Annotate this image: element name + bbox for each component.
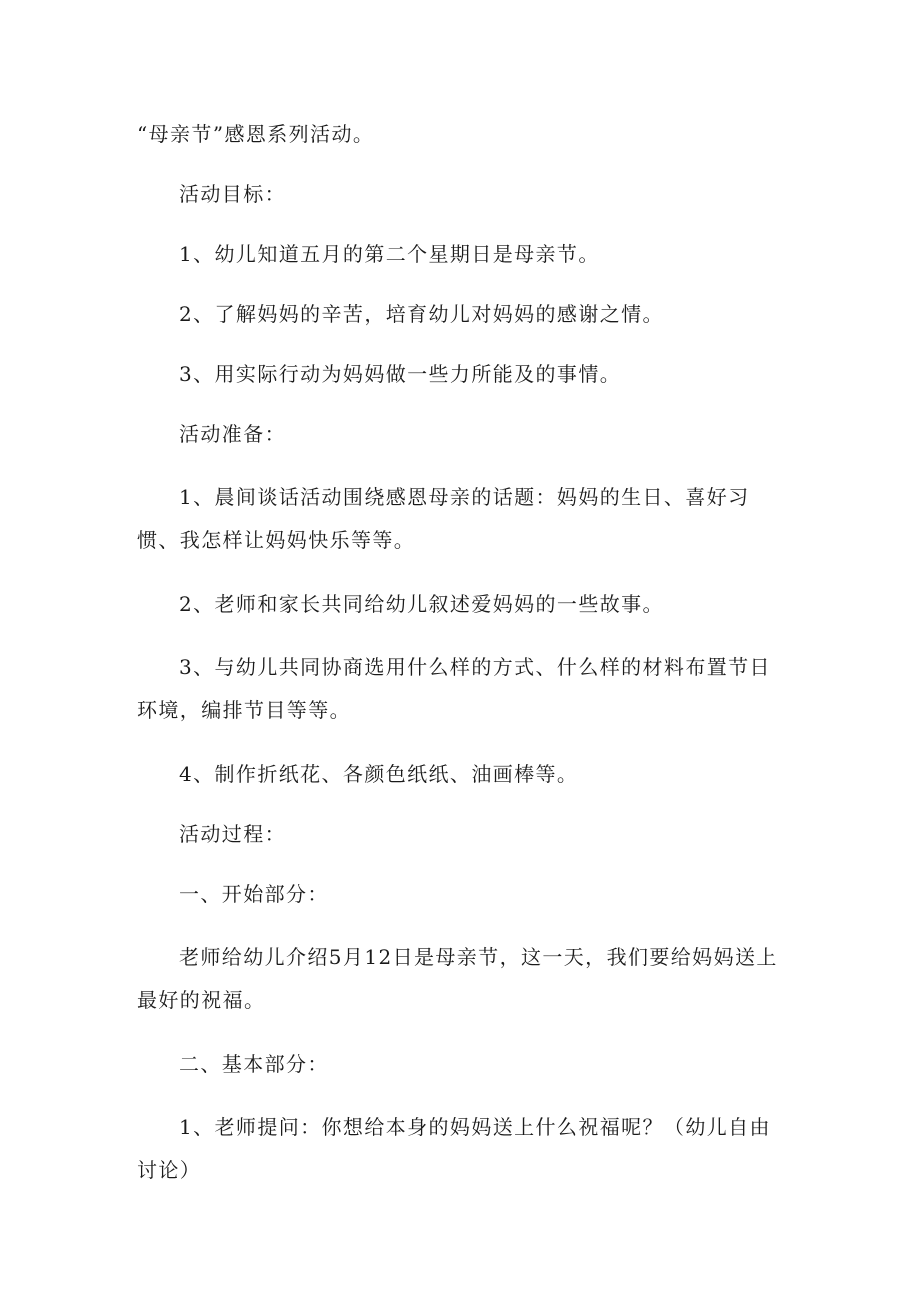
goal-item-2: 2、了解妈妈的辛苦，培育幼儿对妈妈的感谢之情。	[179, 302, 664, 326]
section-heading-main: 二、基本部分：	[179, 1052, 329, 1076]
section-heading-opening: 一、开始部分：	[179, 882, 329, 906]
preparation-item-3: 3、与幼儿共同协商选用什么样的方式、什么样的材料布置节日环境，编排节目等等。	[137, 655, 771, 722]
paragraph-intro: “母亲节”感恩系列活动。	[137, 122, 375, 146]
opening-paragraph: 老师给幼儿介绍5月12日是母亲节，这一天，我们要给妈妈送上最好的祝福。	[137, 945, 778, 1012]
main-item-1: 1、老师提问：你想给本身的妈妈送上什么祝福呢？（幼儿自由讨论）	[137, 1115, 771, 1182]
preparation-item-2: 2、老师和家长共同给幼儿叙述爱妈妈的一些故事。	[179, 592, 664, 616]
preparation-item-4: 4、制作折纸花、各颜色纸纸、油画棒等。	[179, 762, 579, 786]
heading-activity-preparation: 活动准备：	[179, 422, 286, 446]
goal-item-1: 1、幼儿知道五月的第二个星期日是母亲节。	[179, 242, 600, 266]
goal-item-3: 3、用实际行动为妈妈做一些力所能及的事情。	[179, 362, 622, 386]
heading-activity-process: 活动过程：	[179, 822, 286, 846]
heading-activity-goals: 活动目标：	[179, 182, 286, 206]
preparation-item-1: 1、晨间谈话活动围绕感恩母亲的话题：妈妈的生日、喜好习惯、我怎样让妈妈快乐等等。	[137, 485, 750, 552]
